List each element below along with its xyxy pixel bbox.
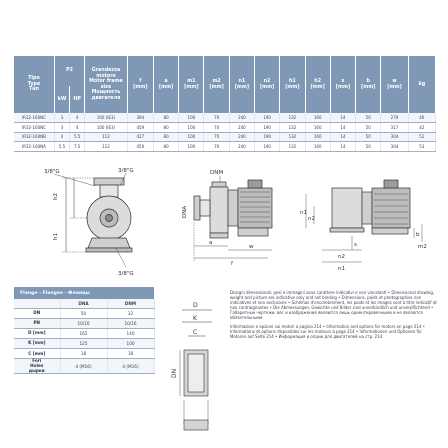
flange-col-dna: DNA [60, 299, 107, 308]
table-cell: 4 [54, 132, 69, 142]
model-cell: IR32-160NB [14, 132, 54, 142]
table-row [14, 142, 436, 152]
col-frame: Grandezza motore Motor frame size Мощность двигателя [85, 56, 127, 113]
disclaimer-note: Disegni dimensionali, pesi e immagini sono carattere indicativi e non vincolanti • Dimensional drawing, weight and picture are indicative only and not binding • Dimensions, poids et photographies non indicatives et non exclusives • Schémas d'encombrement, les poids et les images sont à titre indicatif et non contraignantes • Die Abmessungen, Gewichte und Bilder sind unverbindlich und unverpflichtend • Габаритные чертежи, вес и изображения являются лишь ориентировочными и не являются обязательными [230, 290, 437, 320]
flange-cell: 18 [107, 349, 154, 359]
table-cell: 3 [54, 113, 69, 123]
table-cell: 132 [280, 142, 305, 152]
col-w: w [mm] [381, 56, 408, 113]
table-cell: 160 [305, 123, 330, 133]
flange-label-dn: DN [171, 368, 178, 378]
dim-n2-side: n2 [308, 216, 315, 222]
table-cell: 14 [330, 123, 355, 133]
table-cell: 42 [408, 123, 435, 133]
col-h2: h2 [mm] [305, 56, 330, 113]
table-cell: 70 [204, 142, 229, 152]
flange-col-dnm: DNM [107, 299, 154, 308]
table-cell: 394 [127, 113, 153, 123]
table-cell: 14 [330, 113, 355, 123]
dim-h1: h1 [53, 233, 59, 240]
col-n2: n2 [mm] [255, 56, 280, 113]
model-cell: IR32-160NC [14, 123, 54, 133]
col-a: a [mm] [153, 56, 178, 113]
table-cell: 4 [70, 113, 85, 123]
flange-row-label: PN [14, 318, 60, 328]
flange-cell: 100 [107, 339, 154, 349]
flange-row [14, 308, 154, 318]
table-cell: 100 [179, 113, 204, 123]
flange-row [14, 318, 154, 328]
pump-side-view-drawing [176, 166, 288, 278]
dim-b: b [416, 232, 420, 238]
dim-w: w [249, 244, 254, 250]
table-cell: 100 [179, 142, 204, 152]
table-cell: 80 [153, 132, 178, 142]
flange-cell: 32 [107, 308, 154, 318]
pump-front-view-drawing [40, 166, 152, 278]
motor-info-note: Informazioni e opzioni sui motori a pagina 214 • Information and options for motors on page 214 • Informations et options disponibles sur les moteurs à page 214 • Informationen und Optionen für Motoren auf Seite 214 • Информация и опции для двигателей на стр. 214 [230, 324, 425, 339]
table-cell: 4 [70, 123, 85, 133]
col-kw: kW [54, 86, 69, 113]
flange-col-empty [14, 299, 60, 308]
flange-row-label: DN [14, 308, 60, 318]
table-cell: 240 [229, 113, 254, 123]
table-cell: 80 [153, 142, 178, 152]
table-row [14, 123, 436, 133]
table-row [14, 113, 436, 123]
table-cell: 14 [330, 142, 355, 152]
col-hp: HP [70, 86, 85, 113]
table-cell: 53 [408, 142, 435, 152]
table-cell: 70 [204, 113, 229, 123]
flange-row-label: D [mm] [14, 328, 60, 338]
port-label-bottom: 3/8"G [118, 271, 134, 277]
col-b: b [mm] [356, 56, 381, 113]
flange-row [14, 359, 154, 374]
dim-n1-side: n1 [300, 210, 307, 216]
flange-cell: 18 [60, 349, 107, 359]
table-cell: 304 [381, 142, 408, 152]
flange-row [14, 339, 154, 349]
col-model: Tipo Type Тип [14, 56, 54, 113]
table-cell: 304 [381, 132, 408, 142]
dim-a: a [209, 240, 213, 246]
flange-drawing [166, 296, 226, 440]
dim-n2-bottom: n2 [338, 254, 345, 260]
table-cell: 132 [280, 132, 305, 142]
table-cell: 70 [204, 123, 229, 133]
dim-m2: m2 [418, 244, 427, 250]
flange-cell: 4 (M16) [107, 359, 154, 374]
table-cell: 5.5 [70, 132, 85, 142]
flange-row-label: K [mm] [14, 339, 60, 349]
table-cell: 5.5 [54, 142, 69, 152]
table-cell: 190 [255, 113, 280, 123]
table-cell: 160 [305, 113, 330, 123]
flange-cell: 165 [60, 328, 107, 338]
table-cell: 132 [280, 113, 305, 123]
table-cell: 112 [85, 132, 127, 142]
table-cell: 190 [255, 142, 280, 152]
table-cell: 459 [127, 123, 153, 133]
model-cell: IR32-160NC [14, 113, 54, 123]
col-m2: m2 [mm] [204, 56, 229, 113]
col-f: f [mm] [127, 56, 153, 113]
flange-label-c: C [193, 329, 198, 336]
table-cell: 51 [408, 132, 435, 142]
table-cell: 427 [127, 132, 153, 142]
flange-cell: 140 [107, 328, 154, 338]
dimensions-table [14, 56, 436, 152]
dim-f: f [231, 261, 233, 267]
table-cell: 317 [381, 123, 408, 133]
dim-s: s [354, 242, 357, 248]
col-p2: P2 [54, 56, 84, 86]
model-cell: IR32-160NA [14, 142, 54, 152]
flange-table-title: Flange - Flanges - Фланцы [14, 287, 154, 299]
col-n1: n1 [mm] [229, 56, 254, 113]
flange-cell: 50 [60, 308, 107, 318]
table-cell: 100 (IE3) [85, 123, 127, 133]
flange-row-label: Fori Holes дырки [14, 359, 60, 374]
table-cell: 100 [179, 132, 204, 142]
dim-n1-bottom: n1 [338, 266, 345, 272]
pump-foot-view-drawing [292, 166, 440, 278]
table-cell: 132 [280, 123, 305, 133]
table-cell: 50 [356, 123, 381, 133]
table-cell: 80 [153, 123, 178, 133]
dim-dna: DNA [182, 205, 188, 218]
table-cell: 50 [356, 142, 381, 152]
col-m1: m1 [mm] [179, 56, 204, 113]
table-cell: 70 [204, 132, 229, 142]
port-label-right: 3/8"G [118, 168, 134, 174]
table-cell: 80 [153, 113, 178, 123]
table-cell: 240 [229, 142, 254, 152]
table-cell: 100 (IE3) [85, 113, 127, 123]
table-cell: 240 [229, 132, 254, 142]
table-cell: 160 [305, 142, 330, 152]
table-cell: 190 [255, 132, 280, 142]
table-cell: 160 [305, 132, 330, 142]
flange-row [14, 349, 154, 359]
flange-cell: 125 [60, 339, 107, 349]
col-h1: h1 [mm] [280, 56, 305, 113]
table-cell: 240 [229, 123, 254, 133]
flange-table [14, 287, 155, 374]
col-kg: kg [408, 56, 435, 113]
flange-cell: 4 (M16) [60, 359, 107, 374]
table-row [14, 132, 436, 142]
table-cell: 450 [127, 142, 153, 152]
flange-cell: 10/16 [107, 318, 154, 328]
flange-row [14, 328, 154, 338]
table-cell: 14 [330, 132, 355, 142]
dim-h2: h2 [53, 193, 59, 200]
table-cell: 190 [255, 123, 280, 133]
notes-block [230, 290, 438, 343]
dim-dnm: DNM [210, 170, 224, 176]
flange-label-k: K [193, 315, 197, 322]
col-s: s [mm] [330, 56, 355, 113]
table-cell: 50 [356, 113, 381, 123]
table-cell: 7.5 [70, 142, 85, 152]
port-label-left: 3/8"G [44, 169, 60, 175]
table-cell: 100 [179, 123, 204, 133]
table-cell: 40 [408, 113, 435, 123]
table-cell: 112 [85, 142, 127, 152]
table-cell: 3 [54, 123, 69, 133]
flange-cell: 10/16 [60, 318, 107, 328]
table-cell: 50 [356, 132, 381, 142]
flange-row-label: C [mm] [14, 349, 60, 359]
table-cell: 279 [381, 113, 408, 123]
flange-label-d: D [193, 302, 198, 309]
